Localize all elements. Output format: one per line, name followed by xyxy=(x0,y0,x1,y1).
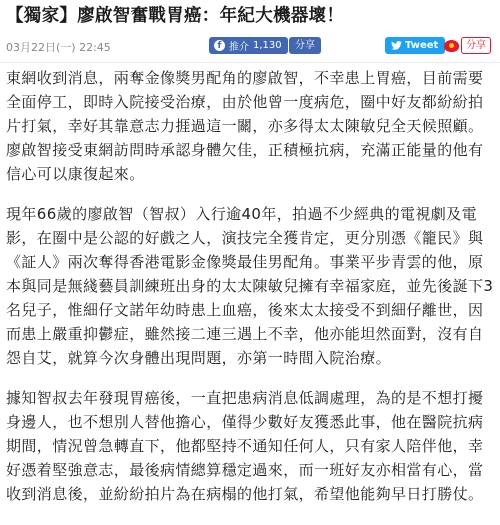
article-headline: 【獨家】廖啟智奮戰胃癌：年紀大機器壞！ xyxy=(6,6,345,26)
weibo-share-group[interactable] xyxy=(444,36,491,55)
facebook-share-button[interactable]: 分享 xyxy=(289,37,321,54)
article-paragraph: 東網收到消息，兩奪金像獎男配角的廖啟智，不幸患上胃癌，目前需要全面停工，即時入院接受治療，由於他曾一度病危，圈中好友都紛紛拍片打氣，幸好其靠意志力捱過這一關，亦多得太太陳敏兒全天候照顧。廖啟智接受東網訪問時承認身體欠佳，正積極抗病，充滿正能量的他有信心可以康復起來。 xyxy=(6,69,484,183)
weibo-icon xyxy=(444,40,459,52)
article-paragraph: 據知智叔去年發現胃癌後，一直把患病消息低調處理，為的是不想打擾身邊人，也不想別人替他擔心，僅得少數好友獲悉此事，他在醫院抗病期間，情況曾急轉直下，他都堅持不通知任何人，只有家人陪伴他，幸好憑着堅強意志，最後病情總算穩定過來，而一班好友亦相當有心，當收到消息後，並紛紛拍片為在病榻的他打氣，希望他能夠早日打勝仗。 xyxy=(6,389,484,503)
publish-date: 03月22日(一) 22:45 xyxy=(6,41,111,54)
facebook-icon: f xyxy=(214,40,225,51)
facebook-recommend-count: 1,130 xyxy=(253,40,282,51)
facebook-recommend-button[interactable] xyxy=(209,37,288,54)
meta-divider xyxy=(0,62,500,63)
article-paragraph: 現年66歲的廖啟智（智叔）入行逾40年，拍過不少經典的電視劇及電影，在圈中是公認的好戲之人，演技完全獲肯定，更分別憑《籠民》與《証人》兩次奪得香港電影金像獎最佳男配角。事業平步青雲的他，原本與同是無綫藝員訓練班出身的太太陳敏兒擁有幸福家庭，並先後誕下3名兒子，惟細仔文諾年幼時患上血癌，後來太太接受不到細仔離世，因而患上嚴重抑鬱症，雖然接二連三遇上不幸，他亦能坦然面對，沒有自怨自艾，就算今次身體出現問題，亦第一時間入院治療。 xyxy=(6,205,494,367)
tweet-button[interactable] xyxy=(385,37,445,54)
article-meta-row xyxy=(0,36,500,58)
facebook-recommend-label: 推介 xyxy=(229,42,249,53)
article-body xyxy=(6,66,496,506)
weibo-share-button[interactable]: 分享 xyxy=(461,37,491,54)
twitter-bird-icon xyxy=(391,41,402,50)
tweet-label: Tweet xyxy=(405,40,439,51)
